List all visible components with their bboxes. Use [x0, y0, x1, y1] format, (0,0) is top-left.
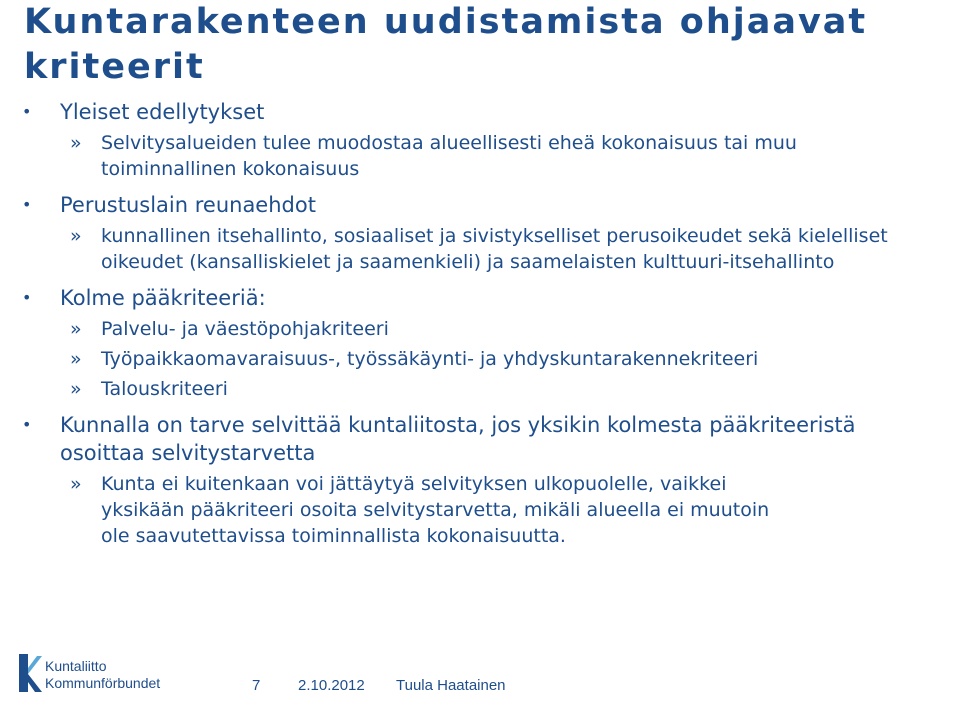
- sub-bullet-text: Työpaikkaomavaraisuus-, työssäkäynti- ja yhdyskuntarakennekriteeri: [101, 348, 759, 370]
- slide-number: 7: [252, 677, 261, 694]
- sub-bullet-item: [0, 130, 940, 182]
- sub-bullet-marker: »: [70, 473, 82, 495]
- bullet-marker: •: [22, 195, 32, 214]
- sub-bullet-text: kunnallinen itsehallinto, sosiaaliset ja sivistykselliset perusoikeudet sekä kielelliset oikeudet (kansalliskielet ja saamenkieli) ja saamelaisten kulttuuri-itsehallinto: [101, 225, 888, 273]
- sub-bullet-item: [0, 471, 940, 549]
- sub-bullet-text: Palvelu- ja väestöpohjakriteeri: [101, 318, 389, 340]
- logo-line-2: Kommunförbundet: [45, 675, 161, 691]
- bullet-text: Kolme pääkriteeriä:: [60, 286, 266, 310]
- sub-bullet-marker: »: [70, 318, 82, 340]
- bullet-item: [0, 284, 940, 312]
- bullet-marker: •: [22, 415, 32, 434]
- slide-date: 2.10.2012: [298, 677, 365, 694]
- sub-bullet-item: [0, 223, 940, 275]
- sub-bullet-marker: »: [70, 378, 82, 400]
- bullet-item: [0, 411, 940, 467]
- bullet-item: [0, 191, 940, 219]
- bullet-item: [0, 98, 940, 126]
- slide-author: Tuula Haatainen: [396, 677, 506, 694]
- sub-bullet-item: [0, 376, 940, 402]
- sub-bullet-item: [0, 346, 940, 372]
- sub-bullet-marker: »: [70, 132, 82, 154]
- sub-bullet-marker: »: [70, 348, 82, 370]
- bullet-text: Perustuslain reunaehdot: [60, 193, 316, 217]
- logo-line-1: Kuntaliitto: [45, 658, 107, 674]
- sub-bullet-text: Kunta ei kuitenkaan voi jättäytyä selvityksen ulkopuolelle, vaikkei yksikään pääkriteeri osoita selvitystarvetta, mikäli alueella ei muutoin ole saavutettavissa toiminnallista kokonaisuutta.: [101, 473, 770, 547]
- sub-bullet-text: Selvitysalueiden tulee muodostaa alueellisesti eheä kokonaisuus tai muu toiminnallinen kokonaisuus: [101, 132, 797, 180]
- kuntaliitto-logo: [15, 650, 190, 700]
- sub-bullet-text: Talouskriteeri: [101, 378, 228, 400]
- bullet-marker: •: [22, 288, 32, 307]
- sub-bullet-marker: »: [70, 225, 82, 247]
- bullet-marker: •: [22, 102, 32, 121]
- bullet-text: Yleiset edellytykset: [60, 100, 265, 124]
- bullet-text: Kunnalla on tarve selvittää kuntaliitosta, jos yksikin kolmesta pääkriteeristä osoittaa selvitystarvetta: [60, 413, 856, 465]
- slide-title: Kuntarakenteen uudistamista ohjaavat kriteerit: [24, 2, 868, 87]
- slide-content: [0, 98, 940, 549]
- sub-bullet-item: [0, 316, 940, 342]
- logo-mark-icon: [15, 652, 45, 696]
